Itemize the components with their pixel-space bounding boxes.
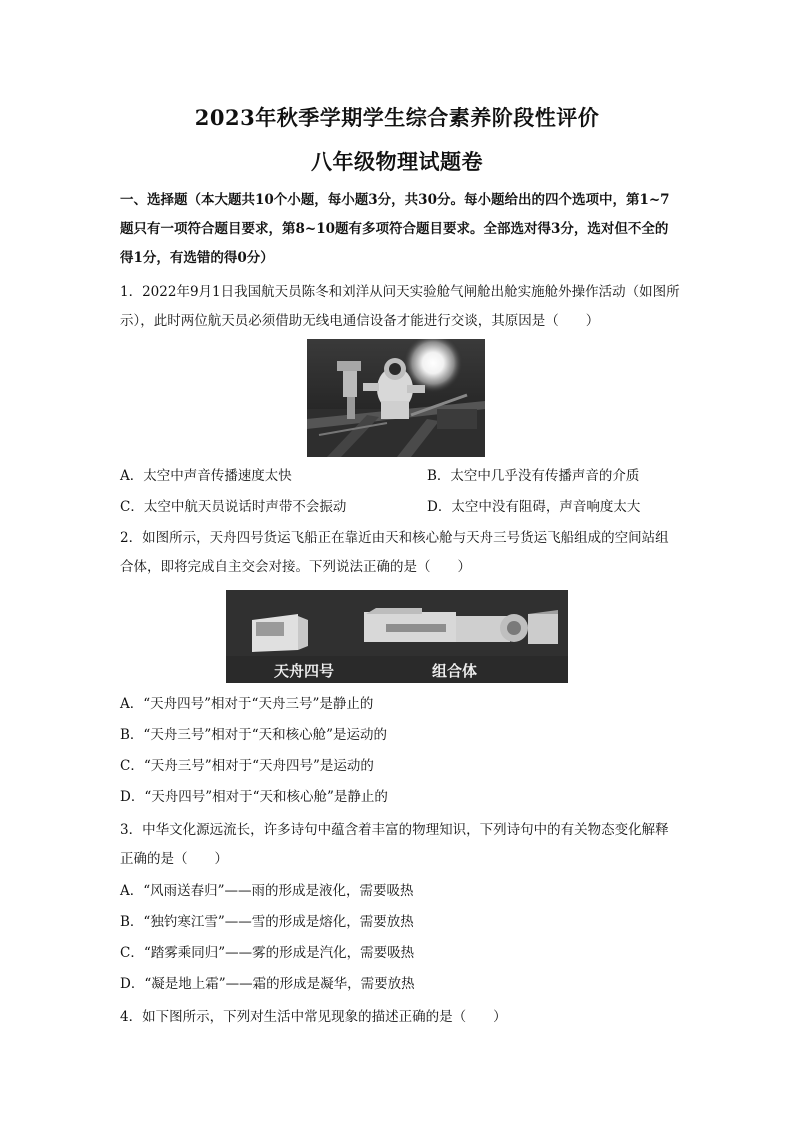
question-2-option-d: D．“天舟四号”相对于“天和核心舱”是静止的	[120, 789, 388, 805]
question-3-stem: 3．中华文化源远流长，许多诗句中蕴含着丰富的物理知识，下列诗句中的有关物态变化解释正确的是（ ）	[120, 822, 669, 867]
question-1-option-d: D．太空中没有阻碍，声音响度太大	[427, 499, 641, 515]
question-1-option-a: A．太空中声音传播速度太快	[120, 468, 292, 484]
question-3-option-a: A．“风雨送春归”——雨的形成是液化，需要吸热	[120, 883, 414, 899]
figure-label-combination: 组合体	[432, 662, 478, 680]
question-2-option-b: B．“天舟三号”相对于“天和核心舱”是运动的	[120, 727, 388, 743]
question-2-photo-spacecraft	[226, 590, 568, 683]
exam-subtitle: 八年级物理试题卷	[311, 149, 483, 174]
question-2-option-c: C．“天舟三号”相对于“天舟四号”是运动的	[120, 758, 374, 774]
figure-label-tianzhou4: 天舟四号	[274, 662, 335, 680]
question-1-option-b: B．太空中几乎没有传播声音的介质	[427, 468, 640, 484]
question-3-option-c: C．“踏雾乘同归”——雾的形成是汽化，需要吸热	[120, 945, 415, 961]
exam-title: 2023年秋季学期学生综合素养阶段性评价	[194, 105, 600, 130]
section-instructions: 一、选择题（本大题共10个小题，每小题3分，共30分。每小题给出的四个选项中，第1~7题只有一项符合题目要求，第8~10题有多项符合题目要求。全部选对得3分，选对但不全的得1分，有选错的得0分）	[120, 192, 670, 266]
question-2-option-a: A．“天舟四号”相对于“天舟三号”是静止的	[120, 696, 374, 712]
question-3-option-d: D．“凝是地上霜”——霜的形成是凝华，需要放热	[120, 976, 415, 992]
question-4-stem: 4．如下图所示，下列对生活中常见现象的描述正确的是（ ）	[120, 1009, 507, 1025]
question-2-stem: 2．如图所示，天舟四号货运飞船正在靠近由天和核心舱与天舟三号货运飞船组成的空间站组合体，即将完成自主交会对接。下列说法正确的是（ ）	[120, 530, 669, 575]
question-1-photo-astronaut	[307, 339, 485, 457]
question-1-stem: 1．2022年9月1日我国航天员陈冬和刘洋从问天实验舱气闸舱出舱实施舱外操作活动（如图所示），此时两位航天员必须借助无线电通信设备才能进行交谈，其原因是（ ）	[120, 284, 680, 329]
question-3-option-b: B．“独钓寒江雪”——雪的形成是熔化，需要放热	[120, 914, 414, 930]
question-1-option-c: C．太空中航天员说话时声带不会振动	[120, 499, 347, 515]
